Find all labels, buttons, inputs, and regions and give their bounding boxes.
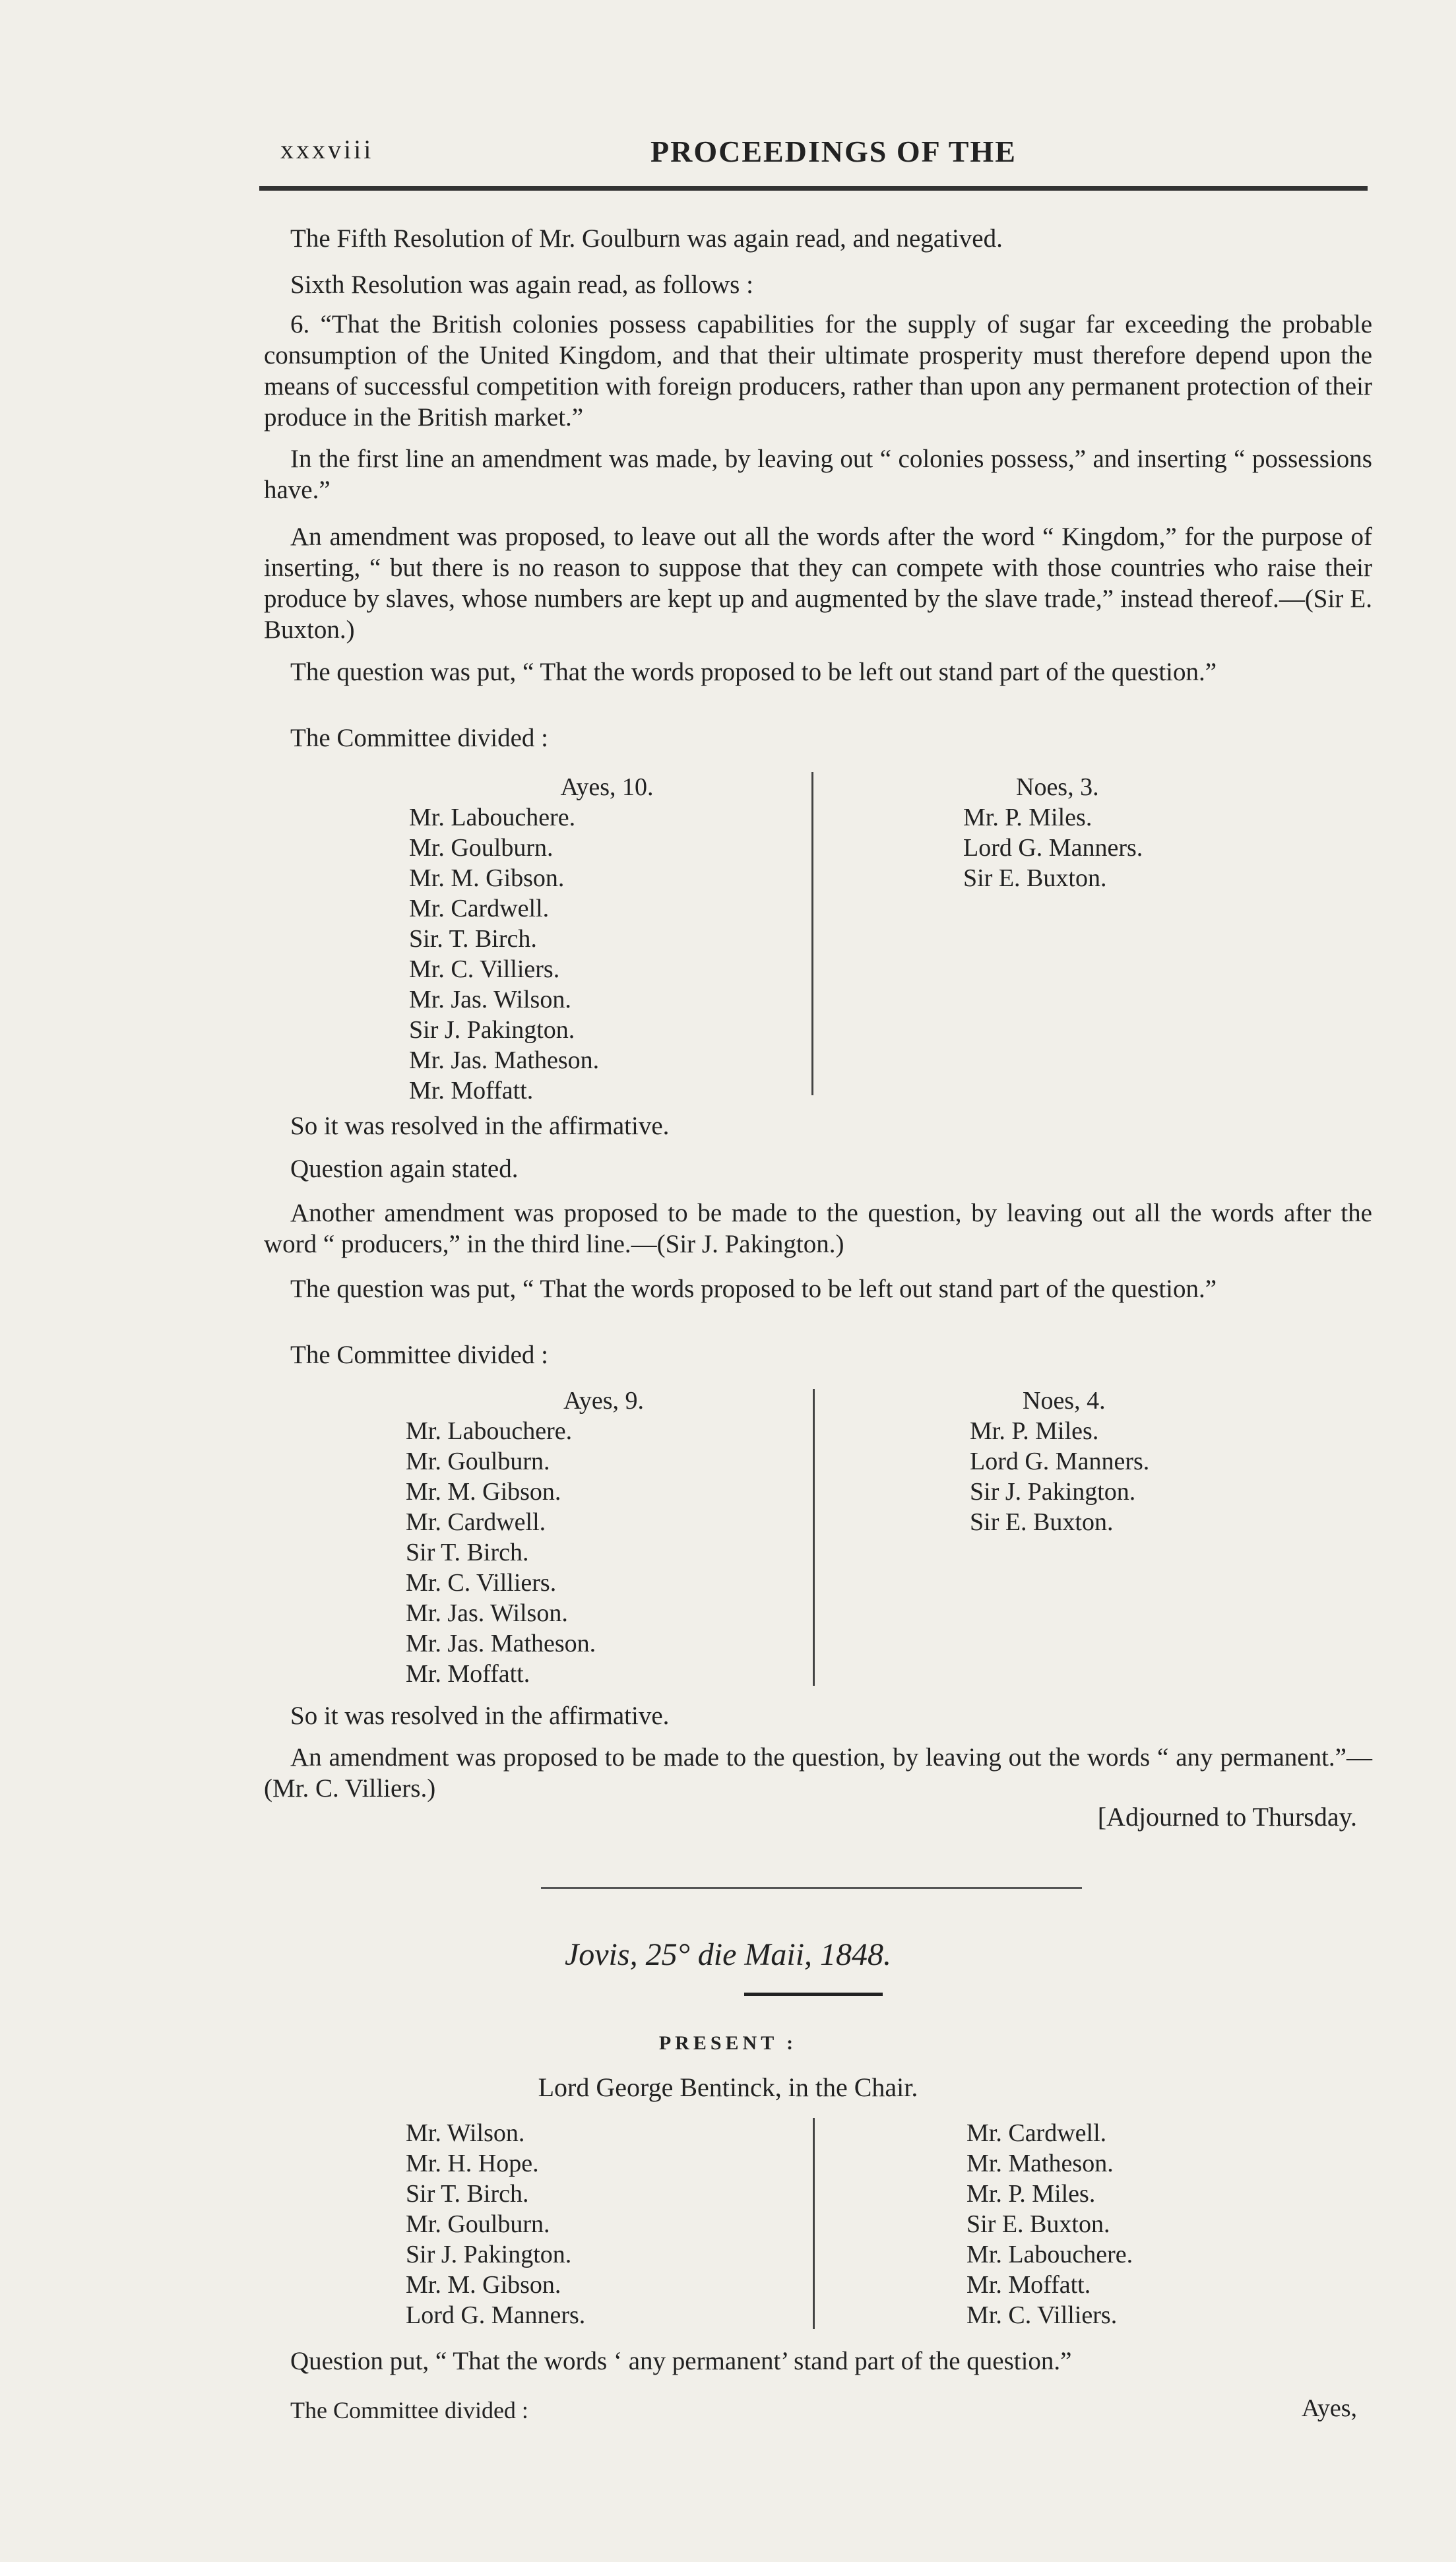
- member-name: Mr. Jas. Wilson.: [409, 986, 571, 1013]
- paragraph-first-amendment: In the first line an amendment was made, by leaving out “ colonies possess,” and inserting “ possessions have.”: [264, 445, 1372, 504]
- present-members-left: [406, 2118, 802, 2330]
- member-name: Mr. Labouchere.: [966, 2241, 1133, 2268]
- present-heading: PRESENT :: [658, 2032, 798, 2054]
- paragraph-question-put: The question was put, “ That the words proposed to be left out stand part of the question.”: [290, 658, 1217, 686]
- division1-noes: [963, 772, 1293, 893]
- member-name: Mr. H. Hope.: [406, 2150, 539, 2177]
- member-name: Mr. Jas. Matheson.: [406, 1630, 596, 1657]
- member-name: Mr. C. Villiers.: [966, 2301, 1118, 2329]
- member-name: Mr. Cardwell.: [406, 1508, 546, 1536]
- member-name: Sir E. Buxton.: [970, 1508, 1114, 1536]
- member-name: Mr. Goulburn.: [409, 834, 554, 862]
- member-name: Mr. Jas. Wilson.: [406, 1599, 568, 1627]
- member-name: Sir E. Buxton.: [966, 2210, 1110, 2238]
- member-name: Mr. Labouchere.: [409, 804, 576, 831]
- division1-ayes: [409, 772, 805, 1106]
- paragraph-resolved-2: So it was resolved in the affirmative.: [290, 1702, 670, 1730]
- paragraph-committee-divided: The Committee divided :: [290, 724, 549, 752]
- running-title: PROCEEDINGS OF THE: [650, 135, 1017, 168]
- paragraph-resolved-1: So it was resolved in the affirmative.: [290, 1112, 670, 1140]
- sitting-date: Jovis, 25° die Maii, 1848.: [564, 1937, 892, 1972]
- catchword: Ayes,: [1301, 2394, 1357, 2422]
- member-name: Mr. Cardwell.: [966, 2119, 1107, 2147]
- paragraph-villiers-amendment: An amendment was proposed to be made to the question, by leaving out the words “ any permanent.”—(Mr. C. Villiers.): [264, 1743, 1372, 1803]
- paragraph-question-put-3: Question put, “ That the words ‘ any permanent’ stand part of the question.”: [290, 2347, 1072, 2375]
- page-number: xxxviii: [280, 135, 374, 164]
- header-rule: [259, 186, 1368, 191]
- division1-divider: [811, 772, 813, 1095]
- member-name: Mr. C. Villiers.: [406, 1569, 557, 1597]
- section-separator: [541, 1887, 1082, 1889]
- division2-ayes-head: Ayes, 9.: [563, 1387, 645, 1415]
- member-name: Mr. Goulburn.: [406, 1448, 550, 1475]
- member-name: Lord G. Manners.: [406, 2301, 586, 2329]
- division1-noes-head: Noes, 3.: [1016, 773, 1099, 801]
- member-name: Sir T. Birch.: [406, 1539, 529, 1566]
- member-name: Mr. M. Gibson.: [406, 2271, 561, 2299]
- member-name: Lord G. Manners.: [970, 1448, 1150, 1475]
- member-name: Mr. M. Gibson.: [409, 864, 565, 892]
- present-divider: [813, 2118, 815, 2329]
- member-name: Mr. Moffatt.: [406, 1660, 530, 1688]
- division1-ayes-head: Ayes, 10.: [560, 773, 654, 801]
- member-name: Sir. T. Birch.: [409, 925, 537, 953]
- member-name: Mr. M. Gibson.: [406, 1478, 561, 1506]
- member-name: Sir E. Buxton.: [963, 864, 1107, 892]
- paragraph-committee-divided-3: The Committee divided :: [290, 2397, 528, 2423]
- paragraph-committee-divided-2: The Committee divided :: [290, 1341, 549, 1369]
- member-name: Mr. Jas. Matheson.: [409, 1046, 600, 1074]
- member-name: Mr. Wilson.: [406, 2119, 525, 2147]
- paragraph-resolution-text: 6. “That the British colonies possess capabilities for the supply of sugar far exceeding the probable consumption of the United Kingdom, and that their ultimate prosperity must therefore depend upon the means of successful competition with foreign producers, rather than upon any permanent protection of their produce in the British market.”: [264, 310, 1372, 432]
- paragraph-question-put-2: The question was put, “ That the words proposed to be left out stand part of the question.”: [290, 1275, 1217, 1303]
- member-name: Sir J. Pakington.: [970, 1478, 1136, 1506]
- present-members-right: [966, 2118, 1296, 2330]
- member-name: Mr. P. Miles.: [970, 1417, 1099, 1445]
- member-name: Sir T. Birch.: [406, 2180, 529, 2208]
- paragraph-question-stated: Question again stated.: [290, 1155, 519, 1183]
- paragraph-buxton-amendment: An amendment was proposed, to leave out all the words after the word “ Kingdom,” for the purpose of inserting, “ but there is no reason to suppose that they can compete with those countries who raise their produce by slaves, whose numbers are kept up and augmented by the slave trade,” instead thereof.—(Sir E. Buxton.): [264, 523, 1372, 644]
- division2-divider: [813, 1389, 815, 1686]
- member-name: Mr. C. Villiers.: [409, 955, 560, 983]
- member-name: Mr. Labouchere.: [406, 1417, 573, 1445]
- paragraph-fifth-resolution: The Fifth Resolution of Mr. Goulburn was again read, and negatived.: [290, 224, 1003, 253]
- member-name: Sir J. Pakington.: [406, 2241, 572, 2268]
- division2-noes-head: Noes, 4.: [1023, 1387, 1106, 1415]
- member-name: Lord G. Manners.: [963, 834, 1143, 862]
- member-name: Mr. Moffatt.: [409, 1077, 534, 1105]
- paragraph-sixth-resolution: Sixth Resolution was again read, as follows :: [290, 271, 753, 299]
- paragraph-pakington-amendment: Another amendment was proposed to be made to the question, by leaving out all the words after the word “ producers,” in the third line.—(Sir J. Pakington.): [264, 1199, 1372, 1258]
- member-name: Mr. Cardwell.: [409, 895, 550, 922]
- date-underline: [744, 1993, 883, 1996]
- adjourned-note: [Adjourned to Thursday.: [1097, 1802, 1357, 1832]
- division2-ayes: [406, 1386, 802, 1689]
- division2-noes: [970, 1386, 1300, 1537]
- member-name: Mr. Goulburn.: [406, 2210, 550, 2238]
- member-name: Mr. Matheson.: [966, 2150, 1114, 2177]
- member-name: Mr. P. Miles.: [963, 804, 1092, 831]
- member-name: Mr. P. Miles.: [966, 2180, 1096, 2208]
- member-name: Sir J. Pakington.: [409, 1016, 575, 1044]
- member-name: Mr. Moffatt.: [966, 2271, 1091, 2299]
- chair-line: Lord George Bentinck, in the Chair.: [538, 2072, 918, 2102]
